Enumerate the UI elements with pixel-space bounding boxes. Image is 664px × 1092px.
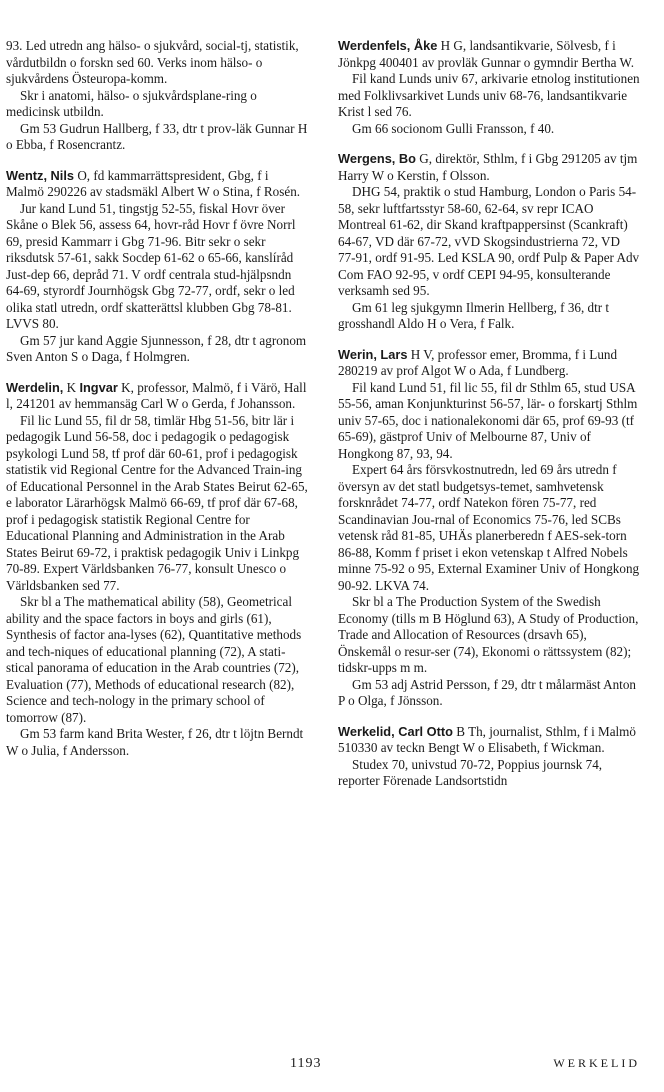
entry-heading	[6, 168, 308, 201]
entry-heading	[338, 724, 640, 757]
entry-given-name: Ingvar	[79, 379, 118, 395]
entry-paragraph: DHG 54, praktik o stud Hamburg, London o Paris 54-58, sekr luftfartsstyr 58-60, 62-64, sv repr ICAO Montreal 61-62, dir Skand kraftpappersinst (Scankraft) 64-67, VD där 67-72, vVD Skogsindustrierna 72, VD 77-91, ordf 91-95. Led KSLA 90, ordf Pulp & Paper Adv Com FAO 92-95, v ordf CEPI 94-95, konsulterande verksamh sed 95.	[338, 184, 640, 298]
entry-intro: G, direktör, Sthlm, f i Gbg 291205 av tjm Harry W o Kerstin, f Olsson.	[338, 151, 638, 183]
entry-paragraph: Jur kand Lund 51, tingstjg 52-55, fiskal Hovr över Skåne o Blek 56, assess 64, hovr-råd Hovr f övre Norrl 69, presid Kammarr i Gbg 71-96. Bitr sekr o sekr riksdutsk 57-61, sakk Socdep 61-62 o 65-66, kanslíråd Just-dep 66, depråd 71. V ordf centrala stud-hjälpsndn 64-69, styrordf Journhögsk Gbg 72-77, ordf, sekr o led olika statl utredn, ordf skatterättsl klubben Gbg 78-81. LVVS 80.	[6, 200, 296, 331]
entry-wentz	[6, 168, 308, 366]
entry-initial: K	[63, 379, 80, 395]
entry-surname: Werkelid, Carl Otto	[338, 723, 453, 739]
entry-paragraph: Fil kand Lunds univ 67, arkivarie etnolog institutionen med Folklivsarkivet Lunds univ 68-76, landsantikvarie Krist l sed 76.	[338, 71, 640, 119]
entry-werdenfels	[338, 38, 640, 137]
entry-werkelid	[338, 724, 640, 790]
entry-intro: H V, professor emer, Bromma, f i Lund 280219 av prof Algot W o Ada, f Lundberg.	[338, 346, 618, 378]
entry-werin	[338, 347, 640, 710]
entry-surname: Werdenfels, Åke	[338, 38, 438, 53]
entry-paragraph: Fil kand Lund 51, fil lic 55, fil dr Sthlm 65, stud USA 55-56, aman Konjunkturinst 56-57, lär- o forskartj Sthlm univ 57-65, doc i nationalekonomi där 65, prof 69-93 (tf 65-69), gästprof Univ of Melbourne 87, Univ of Hongkong 87, 93, 94.	[338, 379, 638, 461]
running-head: WERKELID	[553, 1056, 640, 1070]
entry-intro: O, fd kammarrättspresident, Gbg, f i Malmö 290226 av stadsmäkl Albert W o Stina, f Rosén.	[6, 167, 301, 199]
entry-heading	[6, 380, 308, 413]
entry-paragraph: Gm 66 socionom Gulli Fransson, f 40.	[352, 120, 555, 136]
entry-paragraph: Skr bl a The Production System of the Swedish Economy (tills m B Höglund 63), A Study of Production, Trade and Allocation of Resources (drsavh 65), Önskemål o resur-ser (74), Ekonomi o rättssystem (82); tidskr-upps m m.	[338, 594, 639, 675]
entry-paragraph: Gm 53 farm kand Brita Wester, f 26, dtr t löjtn Berndt W o Julia, f Andersson.	[6, 726, 304, 758]
entry-paragraph: Fil lic Lund 55, fil dr 58, timlär Hbg 51-56, bitr lär i pedagogik Lund 56-58, doc i pedagogik o pedagogisk psykologi Lund 58, tf prof där 60-61, prof i pedagogisk statistik vid Regional Centre for the Advanced Train-ing of Educational Personnel in the Arab States Beirut 62-65, e laborator Lärarhögsk Malmö 66-69, tf prof där 67-68, prof i pedagogisk statistik Regional Centre for Educational Planning and Administration in the Arab States Beirut 69-72, i praktisk pedagogik Univ i Linkpg 70-89. Expert Världsbanken 76-77, konsult Unesco o Världsbanken sed 77.	[6, 412, 308, 593]
entry-heading	[338, 151, 640, 184]
right-column	[338, 38, 640, 804]
entry-surname: Wergens, Bo	[338, 151, 416, 166]
page-number: 1193	[290, 1056, 322, 1071]
entry-paragraph: Expert 64 års försvkostnutredn, led 69 års utredn f översyn av det statl budgetsys-temet, samhvetensk forsknrådet 74-77, ordf Natekon fören 75-77, red Scandinavian Jou-rnal of Economics 75-76, led SCBs vetensk råd 81-85, UHÄs planerberedn f AES-sek-torn 86-88, Komm f priset i ekon vetenskap t Alfred Nobels minne 75-92 o 95, External Examiner Univ of Hongkong 90-92. LKVA 74.	[338, 462, 640, 593]
entry-paragraph: Gm 53 Gudrun Hallberg, f 33, dtr t prov-läk Gunnar H o Ebba, f Rosencrantz.	[6, 120, 308, 152]
entry-werdelin	[6, 380, 308, 760]
entry-intro: H G, landsantikvarie, Sölvesb, f i Jönkpg 400401 av provläk Gunnar o gymndir Bertha W.	[338, 38, 634, 70]
entry-paragraph: Skr bl a The mathematical ability (58), Geometrical ability and the space factors in boys and girls (61), Synthesis of factor ana-lyses (62), Quantitative methods and tech-niques of educational planning (72), A stati-stical panorama of education in the Arab countries (72), Evaluation (77), Methods of educational research (82), Science and tech-nology in the primary school of tomorrow (87).	[6, 594, 302, 725]
entry-paragraph: Gm 53 adj Astrid Persson, f 29, dtr t målarmäst Anton P o Olga, f Jönsson.	[338, 676, 636, 708]
entry-paragraph: Gm 61 leg sjukgymn Ilmerin Hellberg, f 36, dtr t grosshandl Aldo H o Vera, f Falk.	[338, 299, 610, 331]
entry-text: 93. Led utredn ang hälso- o sjukvård, social-tj, statistik, vårdutbildn o forskn sed 60. Verks inom hälso- o sjukvårdens Östeuropa-komm.	[6, 38, 299, 86]
entry-paragraph: Studex 70, univstud 70-72, Poppius journsk 74, reporter Förenade Landsortstidn	[338, 756, 603, 788]
entry-paragraph: Skr i anatomi, hälso- o sjukvårdsplane-ring o medicinsk utbildn.	[6, 87, 257, 119]
entry-surname: Wentz, Nils	[6, 167, 75, 183]
entry-heading	[338, 347, 640, 380]
left-column	[6, 38, 308, 773]
entry-intro: K, professor, Malmö, f i Värö, Hall l, 241201 av hemmansäg Carl W o Gerda, f Johansson.	[6, 379, 307, 411]
entry-paragraph: Gm 57 jur kand Aggie Sjunnesson, f 28, dtr t agronom Sven Anton S o Daga, f Holmgren.	[6, 332, 307, 364]
entry-surname: Werin, Lars	[338, 346, 408, 362]
entry-wergens	[338, 151, 640, 333]
entry-surname: Werdelin,	[6, 379, 64, 395]
page-footer	[0, 1056, 664, 1080]
entry-heading	[338, 38, 640, 71]
entry-continued	[6, 38, 308, 154]
entry-intro: B Th, journalist, Sthlm, f i Malmö 510330 av teckn Bengt W o Elisabeth, f Wickman.	[338, 723, 636, 755]
